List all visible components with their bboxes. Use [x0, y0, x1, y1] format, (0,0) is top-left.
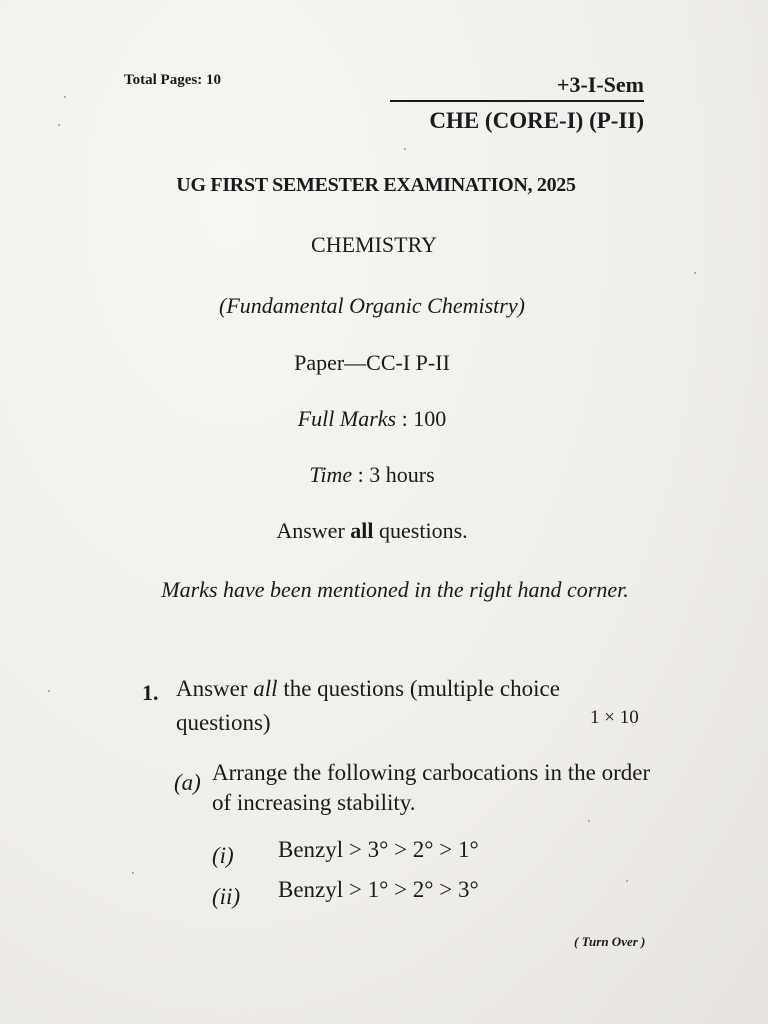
question-1-italic: all [253, 676, 278, 701]
question-1-suffix: the questions (multiple choice questions) [176, 676, 560, 735]
option-2-text: Benzyl > 1° > 2° > 3° [278, 877, 479, 902]
full-marks [0, 406, 756, 432]
paper-code-block [390, 72, 644, 134]
option-1-label: (i) [212, 843, 234, 868]
full-marks-label: Full Marks [297, 406, 397, 431]
paper-speck [588, 820, 590, 822]
paper-subtitle-text: (Fundamental Organic Chemistry) [219, 293, 525, 318]
paper-speck [626, 880, 628, 882]
paper-speck [58, 124, 60, 126]
paper-number: Paper—CC-I P-II [294, 350, 450, 375]
paper-code: CHE (CORE-I) (P-II) [429, 108, 644, 133]
paper-speck [64, 96, 66, 98]
exam-time [0, 462, 756, 488]
time-label: Time [309, 462, 353, 487]
paper-speck [404, 148, 406, 150]
paper-subtitle [0, 293, 756, 319]
paper-speck [132, 872, 134, 874]
full-marks-value: : 100 [396, 406, 447, 431]
part-a-text: Arrange the following carbocations in the order of increasing stability. [212, 760, 651, 815]
question-1-prefix: Answer [176, 676, 254, 701]
exam-title: UG FIRST SEMESTER EXAMINATION, 2025 [176, 174, 576, 196]
turn-over-note: ( Turn Over ) [574, 934, 646, 949]
question-1-text [176, 672, 646, 740]
question-1-number: 1. [142, 680, 159, 705]
instruction-suffix: questions. [373, 518, 468, 543]
subject-title: CHEMISTRY [311, 232, 437, 257]
total-pages: Total Pages: 10 [124, 72, 221, 88]
marks-note: Marks have been mentioned in the right hand corner. [161, 577, 629, 602]
instruction [0, 518, 756, 544]
instruction-bold: all [350, 518, 374, 543]
option-2-label: (ii) [212, 884, 241, 909]
paper-speck [48, 690, 50, 692]
question-1-marks: 1 × 10 [590, 707, 639, 728]
semester-code: +3-I-Sem [390, 72, 644, 102]
option-1-text: Benzyl > 3° > 2° > 1° [278, 837, 479, 862]
paper-speck [694, 272, 696, 274]
instruction-prefix: Answer [276, 518, 351, 543]
time-value: : 3 hours [352, 462, 435, 487]
part-a-label: (a) [174, 770, 201, 795]
